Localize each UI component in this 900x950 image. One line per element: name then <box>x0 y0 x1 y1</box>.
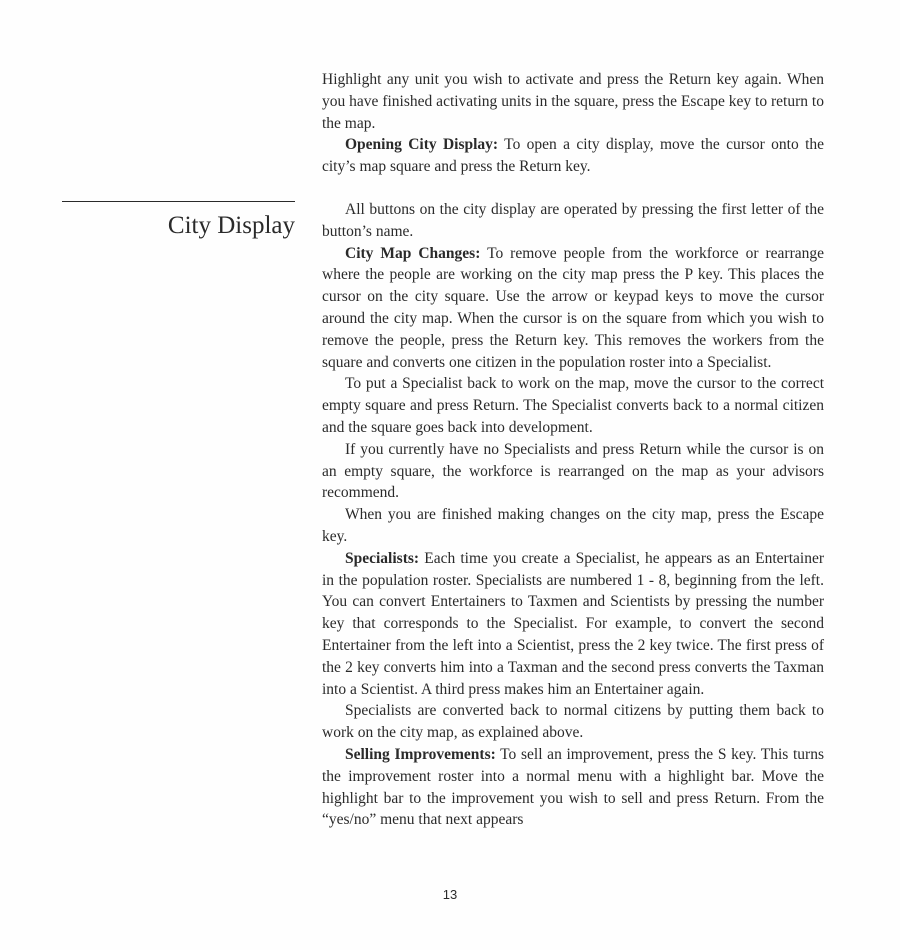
paragraph <box>322 504 824 548</box>
section-heading: City Display <box>167 212 295 239</box>
paragraph <box>322 548 824 701</box>
paragraph-lead: Selling Improvements: <box>345 745 496 763</box>
paragraph <box>322 134 824 178</box>
page-number: 13 <box>442 887 458 902</box>
paragraph-text: To put a Specialist back to work on the map, move the cursor to the correct empty square and press Return. The Specialist converts back to a normal citizen and the square goes back into development. <box>322 375 824 436</box>
paragraph-text: All buttons on the city display are operated by pressing the first letter of the button’s name. <box>322 200 824 240</box>
paragraph-text: Specialists are converted back to normal citizens by putting them back to work on the city map, as explained above. <box>322 702 824 742</box>
paragraph-text: To open a city display, move the cursor onto the city’s map square and press the Return key. <box>322 136 825 176</box>
paragraph-text: To sell an improvement, press the S key. This turns the improvement roster into a normal menu with a highlight bar. Move the highlight bar to the improvement you wish to sell and press Return. From the “yes/no” menu that next appears <box>322 745 824 829</box>
paragraph <box>322 439 824 504</box>
paragraph-lead: Specialists: <box>345 549 420 567</box>
paragraph-text: To remove people from the workforce or rearrange where the people are working on the city map press the P key. This places the cursor on the city square. Use the arrow or keypad keys to move the cursor around the city map. When the cursor is on the square from which you wish to remove the people, press the Return key. This removes the workers from the square and converts one citizen in the population roster into a Specialist. <box>322 244 824 371</box>
paragraph <box>322 199 824 243</box>
paragraph <box>322 373 824 438</box>
paragraph-text: If you currently have no Specialists and press Return while the cursor is on an empty square, the workforce is rearranged on the map as your advisors recommend. <box>322 440 824 502</box>
paragraph-lead: Opening City Display: <box>345 136 499 154</box>
paragraph <box>322 243 824 374</box>
paragraph-text: When you are finished making changes on the city map, press the Escape key. <box>322 506 824 545</box>
body-text <box>322 69 824 831</box>
paragraph-text: Highlight any unit you wish to activate and press the Return key again. When you have finished activating units in the square, press the Escape key to return to the map. <box>322 71 824 132</box>
paragraph <box>322 700 824 744</box>
paragraph <box>322 69 824 134</box>
section-divider <box>62 201 295 202</box>
paragraph <box>322 744 824 831</box>
paragraph-lead: City Map Changes: <box>345 244 481 262</box>
paragraph-text: Each time you create a Specialist, he appears as an Entertainer in the population roster. Specialists are numbered 1 - 8, beginning from the left. You can convert Entertainers to Taxmen and Scientists by pressing the number key that corresponds to the Specialist. For example, to convert the second Entertainer from the left into a Scientist, press the 2 key twice. The first press of the 2 key converts him into a Taxman and the second press converts the Taxman into a Scientist. A third press makes him an Entertainer again. <box>322 549 824 698</box>
